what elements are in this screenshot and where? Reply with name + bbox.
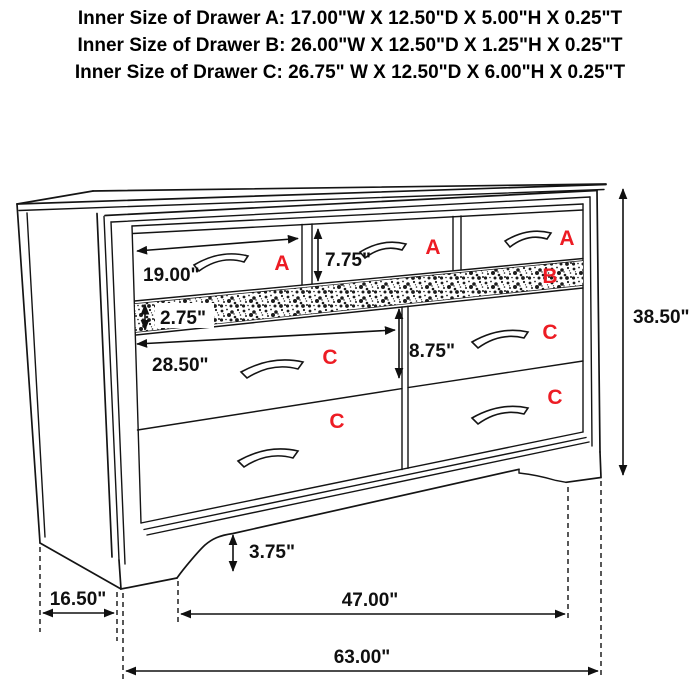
dim-drawer-b-height [145, 303, 214, 330]
letter-drawer-c-right-1: C [542, 321, 558, 344]
letter-drawer-c-left-1: C [322, 346, 338, 369]
drawer-b-spec: Inner Size of Drawer B: 26.00"W X 12.50"D X 1.25"H X 0.25"T [77, 35, 623, 56]
letter-drawer-a-right: A [559, 227, 575, 250]
dim-foot-height [233, 535, 295, 571]
dim-drawer-a-height-label: 7.75" [325, 250, 371, 271]
letter-drawer-c-right-2: C [547, 386, 563, 409]
dim-drawer-c-height-label: 8.75" [409, 341, 455, 362]
dim-drawer-c-width-label: 28.50" [152, 355, 209, 376]
dim-drawer-a-width-label: 19.00" [143, 265, 200, 286]
letter-drawer-a-left: A [274, 252, 290, 275]
dim-overall-height [623, 189, 690, 475]
letter-drawer-c-left-2: C [329, 410, 345, 433]
drawer-c-spec: Inner Size of Drawer C: 26.75" W X 12.50"D X 6.00"H X 0.25"T [74, 62, 626, 83]
dim-overall-height-label: 38.50" [633, 307, 690, 328]
letter-drawer-a-middle: A [425, 236, 441, 259]
dim-between-feet-span-label: 47.00" [341, 590, 399, 611]
dim-overall-width-label: 63.00" [333, 647, 391, 668]
letter-drawer-b: B [542, 265, 558, 288]
dim-foot-height-label: 3.75" [249, 542, 295, 563]
dim-side-depth-label: 16.50" [49, 589, 107, 610]
drawer-a-spec: Inner Size of Drawer A: 17.00"W X 12.50"D X 5.00"H X 0.25"T [77, 8, 623, 29]
dim-drawer-b-height-label: 2.75" [160, 308, 206, 329]
